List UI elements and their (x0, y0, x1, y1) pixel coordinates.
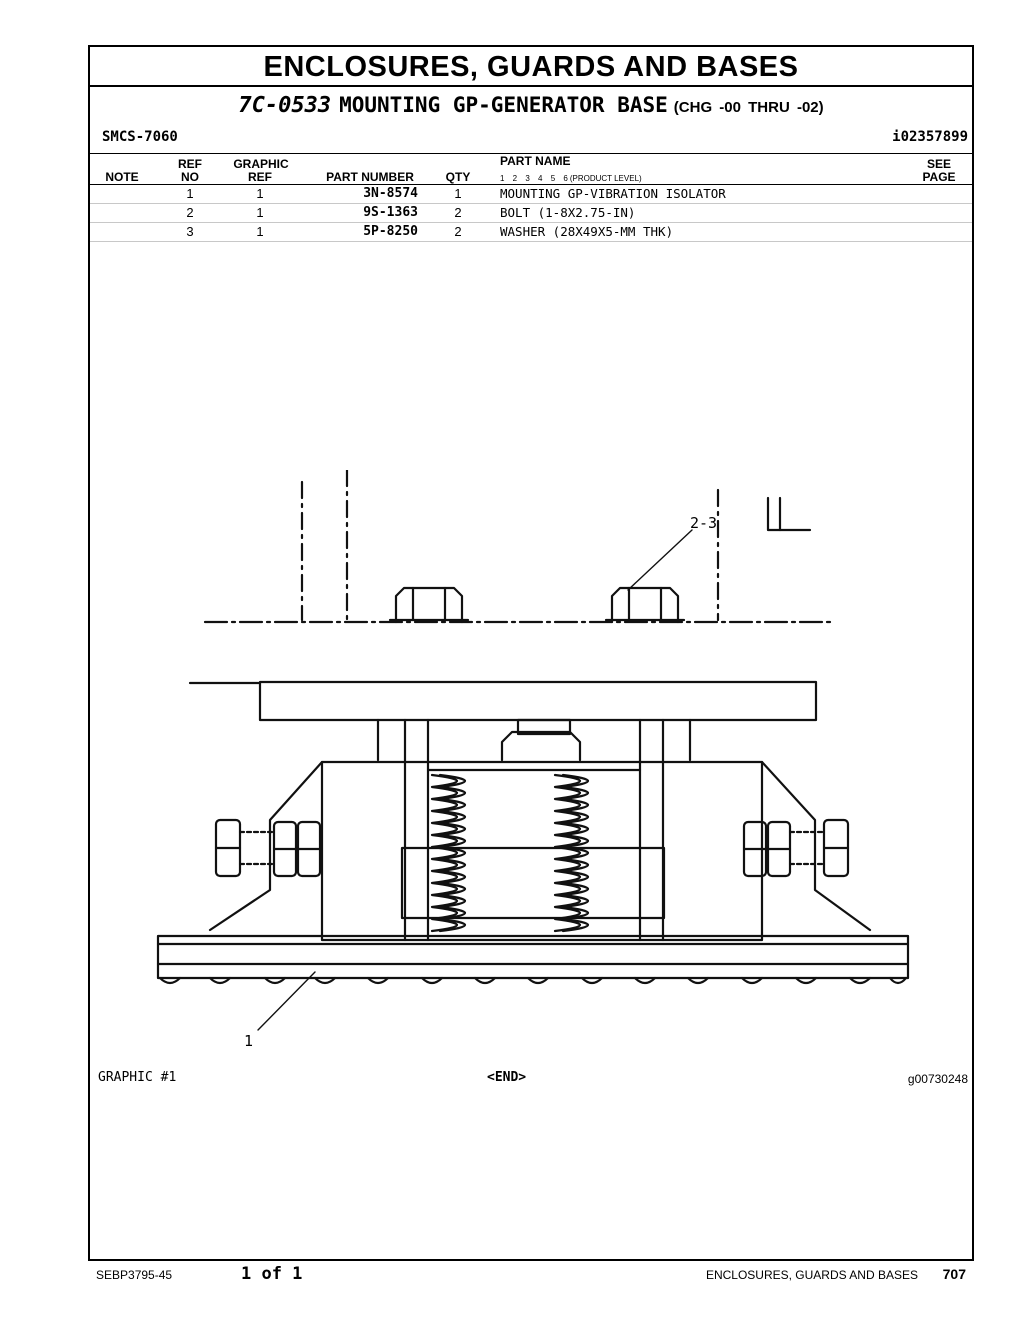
row-ref-no: 1 (186, 186, 194, 201)
center-nut (502, 720, 580, 760)
header-see-bottom: PAGE (922, 170, 956, 184)
row-part-number: 5P-8250 (363, 224, 418, 239)
part-title (90, 93, 972, 118)
footer-doc-number: SEBP3795-45 (96, 1268, 173, 1282)
part-title-name: MOUNTING GP-GENERATOR BASE (339, 93, 668, 117)
row-part-name: WASHER (28X49X5-MM THK) (500, 224, 674, 239)
row-part-name: BOLT (1-8X2.75-IN) (500, 205, 636, 220)
header-levels: 1 2 3 4 5 6 (500, 174, 568, 183)
row-graphic-ref: 1 (256, 224, 264, 239)
top-plate (260, 682, 816, 720)
spring-left (432, 775, 465, 931)
end-marker: <END> (487, 1070, 527, 1085)
row-qty: 1 (454, 186, 462, 201)
callout-2-3: 2-3 (690, 514, 718, 532)
header-product-levels (500, 174, 642, 183)
row-ref-no: 3 (186, 224, 194, 239)
header-note: NOTE (105, 170, 139, 184)
header-graphic-top: GRAPHIC (233, 157, 289, 171)
side-bolt-left (216, 820, 320, 876)
base-plate (158, 936, 908, 983)
right-gusset (762, 762, 870, 930)
header-graphic-bottom: REF (248, 170, 272, 184)
smcs-code: SMCS-7060 (102, 129, 178, 145)
row-part-number: 3N-8574 (363, 186, 418, 201)
row-ref-no: 2 (186, 205, 194, 220)
header-see-top: SEE (926, 157, 951, 171)
header-qty: QTY (445, 170, 471, 184)
header-part-number: PART NUMBER (326, 170, 414, 184)
graphic-id: g00730248 (907, 1072, 968, 1086)
footer-section: ENCLOSURES, GUARDS AND BASES (705, 1268, 918, 1282)
isolator-housing (322, 762, 762, 940)
callout-1: 1 (244, 1032, 254, 1050)
header-product-level: (PRODUCT LEVEL) (569, 174, 642, 183)
table-row (90, 185, 972, 204)
bolt-left (390, 588, 468, 622)
header-ref-bottom: NO (181, 170, 199, 184)
mounting-drawing (150, 470, 960, 1060)
side-bolt-right (744, 820, 848, 876)
table-row (90, 223, 972, 242)
header-part-name: PART NAME (500, 154, 571, 168)
section-title: ENCLOSURES, GUARDS AND BASES (90, 47, 972, 87)
spring-right (555, 775, 588, 931)
footer-page-of: 1 of 1 (241, 1264, 303, 1284)
table-row (90, 204, 972, 223)
graphic-label: GRAPHIC #1 (98, 1070, 177, 1085)
frame-dashed-lines (205, 470, 830, 622)
part-title-number: 7C-0533 (238, 93, 332, 118)
callout-leader-2-3 (628, 530, 692, 590)
row-part-name: MOUNTING GP-VIBRATION ISOLATOR (500, 186, 726, 201)
row-qty: 2 (454, 205, 462, 220)
part-title-change: (CHG -00 THRU -02) (673, 99, 824, 116)
row-qty: 2 (454, 224, 462, 239)
row-graphic-ref: 1 (256, 186, 264, 201)
bolt-right (606, 588, 684, 622)
left-gusset (210, 762, 322, 930)
illustration-id: i02357899 (892, 129, 968, 145)
row-part-number: 9S-1363 (363, 205, 418, 220)
row-graphic-ref: 1 (256, 205, 264, 220)
header-ref-top: REF (178, 157, 202, 171)
footer-page-number: 707 (942, 1266, 966, 1282)
